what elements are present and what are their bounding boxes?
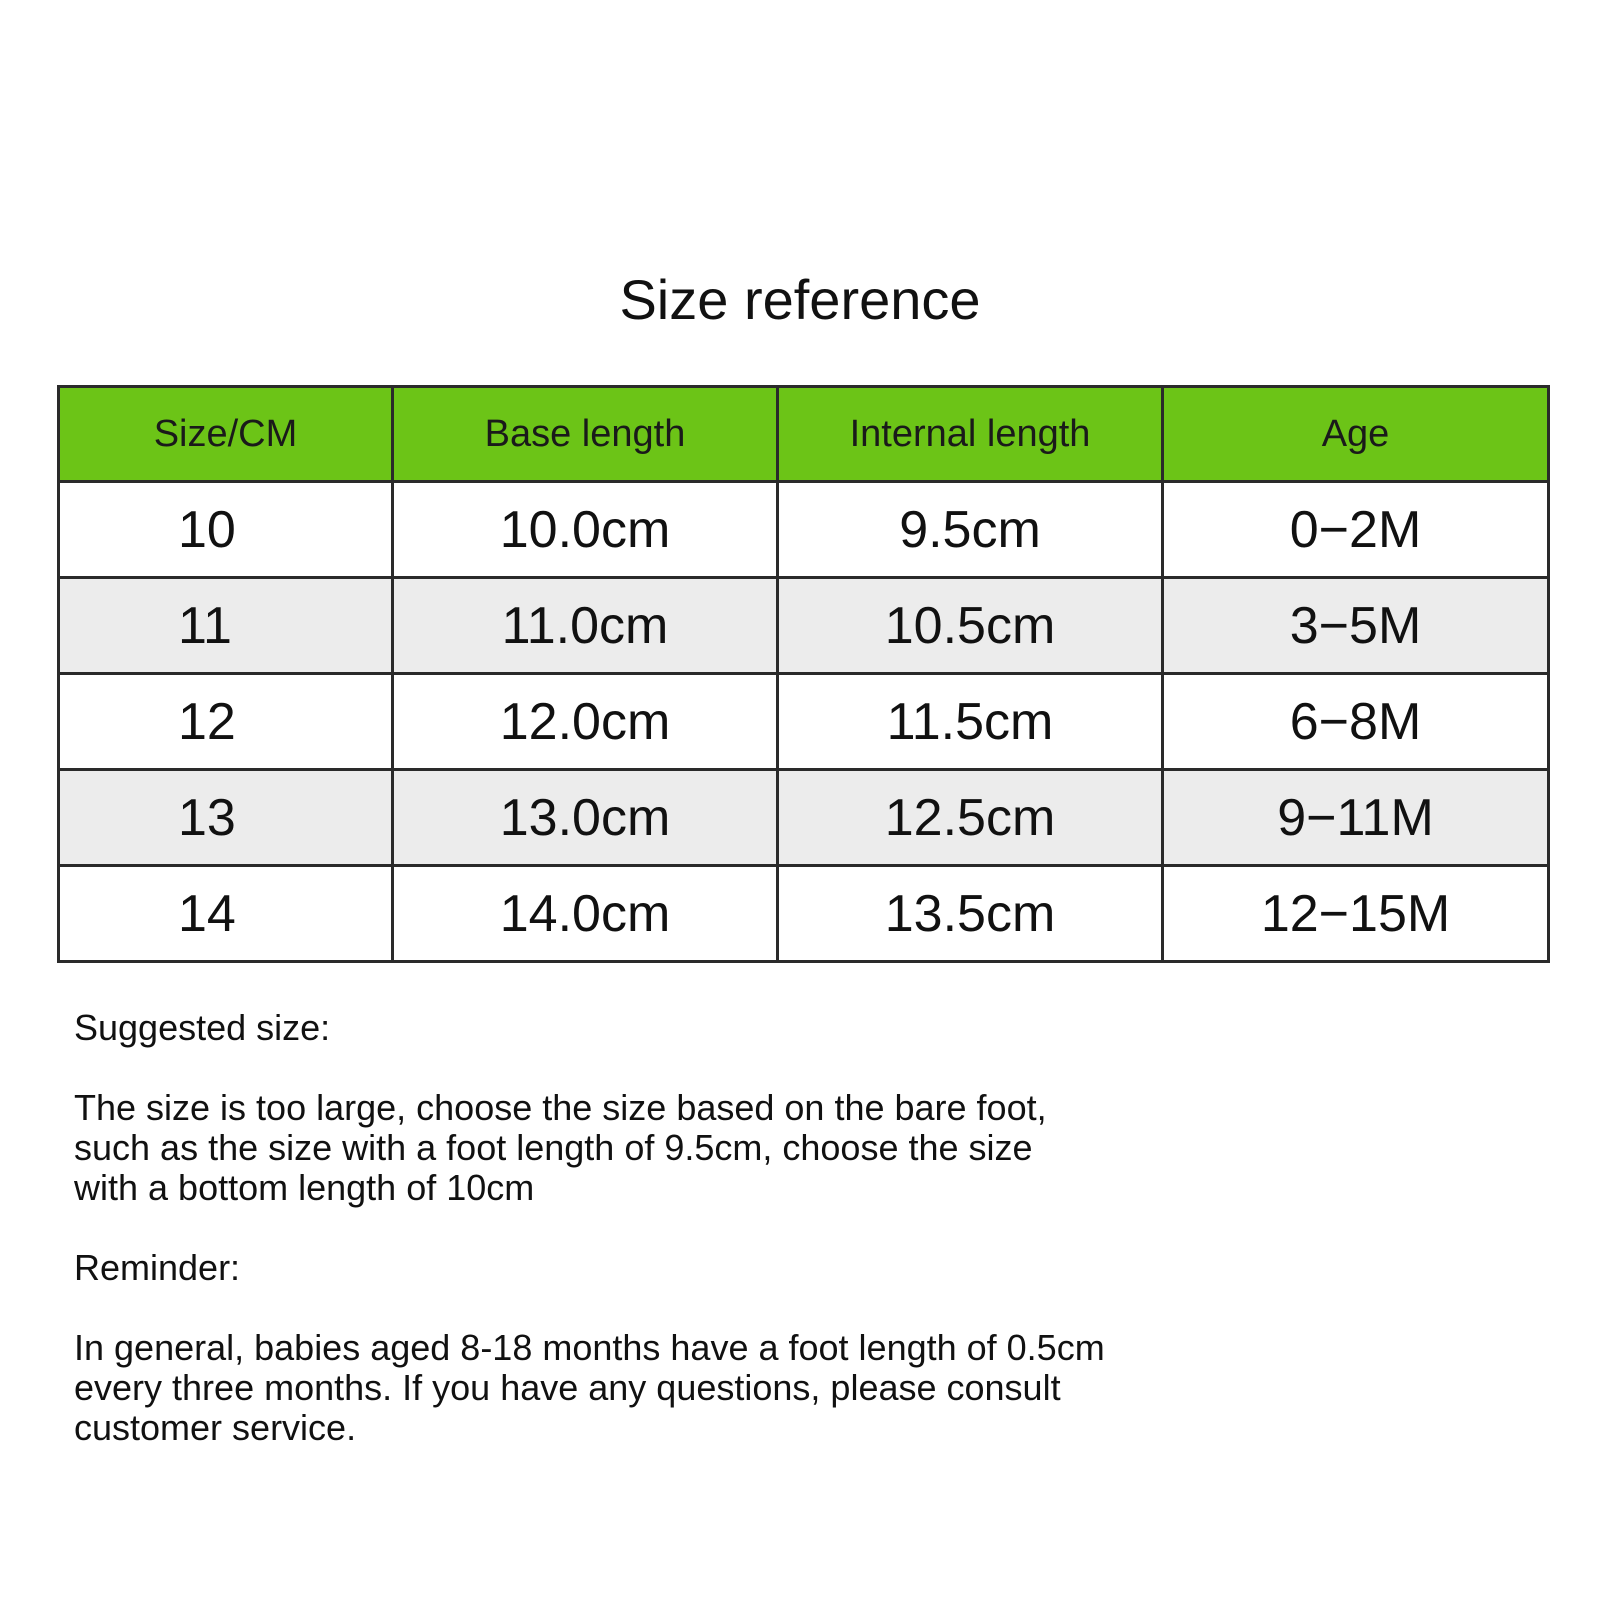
suggested-size-line: The size is too large, choose the size based on the bare foot,	[74, 1087, 1047, 1128]
cell-age: 12−15M	[1163, 866, 1549, 962]
cell-internal-length: 13.5cm	[778, 866, 1163, 962]
cell-internal-length: 10.5cm	[778, 578, 1163, 674]
reminder-line: In general, babies aged 8-18 months have a foot length of 0.5cm	[74, 1327, 1105, 1368]
header-age: Age	[1163, 387, 1549, 482]
cell-size: 12	[59, 674, 393, 770]
suggested-size-line: with a bottom length of 10cm	[74, 1167, 535, 1208]
table-header-row	[59, 387, 1549, 482]
table-row	[59, 770, 1549, 866]
cell-size: 11	[59, 578, 393, 674]
cell-base-length: 12.0cm	[393, 674, 778, 770]
cell-size: 14	[59, 866, 393, 962]
reminder-line: customer service.	[74, 1407, 357, 1448]
cell-internal-length: 9.5cm	[778, 482, 1163, 578]
table-row	[59, 482, 1549, 578]
cell-base-length: 10.0cm	[393, 482, 778, 578]
cell-age: 9−11M	[1163, 770, 1549, 866]
cell-size: 10	[59, 482, 393, 578]
cell-age: 3−5M	[1163, 578, 1549, 674]
table-row	[59, 578, 1549, 674]
suggested-size-heading: Suggested size:	[74, 1007, 331, 1048]
cell-internal-length: 11.5cm	[778, 674, 1163, 770]
table-row	[59, 674, 1549, 770]
header-size: Size/CM	[59, 387, 393, 482]
suggested-size-line: such as the size with a foot length of 9.5cm, choose the size	[74, 1127, 1033, 1168]
page-title: Size reference	[619, 268, 981, 331]
cell-age: 6−8M	[1163, 674, 1549, 770]
header-base-length: Base length	[393, 387, 778, 482]
cell-base-length: 13.0cm	[393, 770, 778, 866]
cell-base-length: 11.0cm	[393, 578, 778, 674]
cell-size: 13	[59, 770, 393, 866]
reminder-line: every three months. If you have any questions, please consult	[74, 1367, 1061, 1408]
cell-internal-length: 12.5cm	[778, 770, 1163, 866]
cell-base-length: 14.0cm	[393, 866, 778, 962]
reminder-heading: Reminder:	[74, 1247, 241, 1288]
header-internal-length: Internal length	[778, 387, 1163, 482]
size-table	[57, 385, 1550, 963]
cell-age: 0−2M	[1163, 482, 1549, 578]
table-row	[59, 866, 1549, 962]
notes-section	[74, 1008, 1254, 1448]
